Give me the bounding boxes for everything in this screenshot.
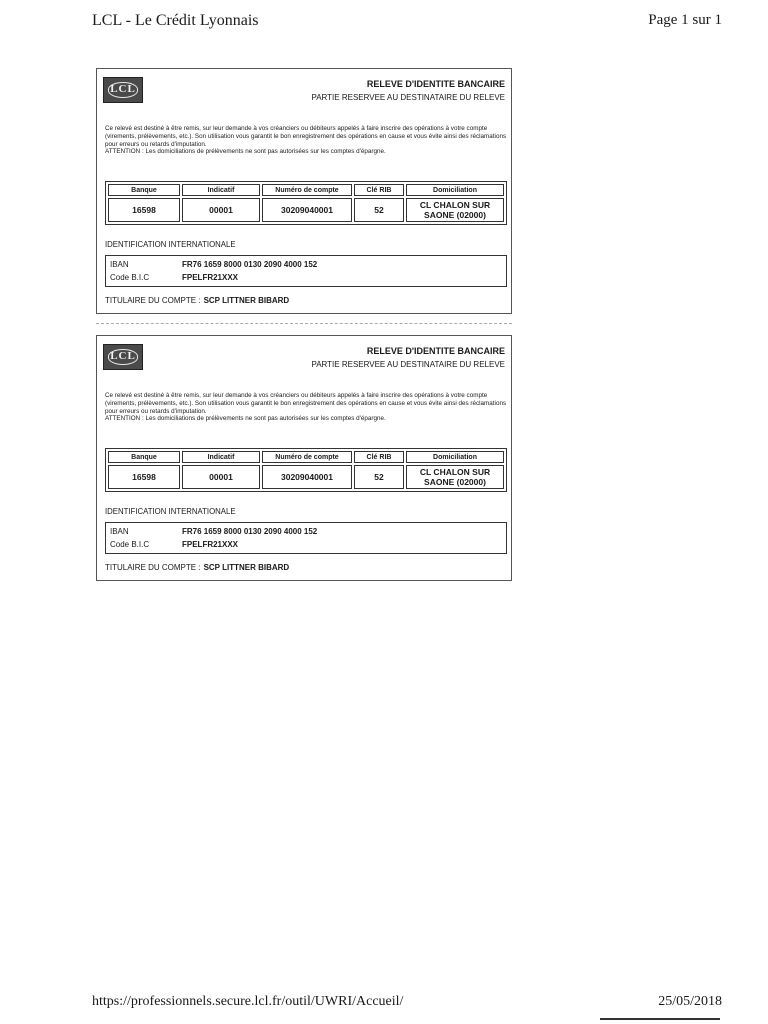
col-numero-compte: [262, 184, 352, 222]
col-header: Banque: [108, 451, 180, 463]
bic-value: FPELFR21XXX: [182, 540, 239, 549]
col-domiciliation: [406, 451, 504, 489]
card-intro: [105, 125, 507, 156]
holder-name: SCP LITTNER BIBARD: [203, 563, 290, 572]
card-subtitle: PARTIE RESERVEE AU DESTINATAIRE DU RELEVE: [311, 93, 505, 102]
logo-text: LCL: [110, 83, 136, 95]
col-header: Indicatif: [182, 184, 260, 196]
col-domiciliation: [406, 184, 504, 222]
card-title: RELEVE D'IDENTITE BANCAIRE: [366, 79, 505, 89]
print-title: LCL - Le Crédit Lyonnais: [92, 12, 259, 29]
holder-label: TITULAIRE DU COMPTE :: [105, 296, 201, 305]
col-banque: [108, 184, 180, 222]
iban-label: IBAN: [110, 527, 129, 536]
rib-table: [105, 181, 507, 225]
col-header: Numéro de compte: [262, 184, 352, 196]
lcl-logo: [103, 344, 143, 370]
col-header: Indicatif: [182, 451, 260, 463]
bic-label: Code B.I.C: [110, 273, 150, 282]
rib-card: [96, 68, 512, 314]
col-header: Numéro de compte: [262, 451, 352, 463]
card-intro: [105, 392, 507, 423]
col-value: CL CHALON SUR SAONE (02000): [406, 465, 504, 489]
logo-text: LCL: [110, 350, 136, 362]
col-value: 16598: [108, 465, 180, 489]
account-holder: [105, 296, 289, 305]
print-header: [92, 12, 722, 34]
holder-label: TITULAIRE DU COMPTE :: [105, 563, 201, 572]
lcl-logo: [103, 77, 143, 103]
print-footer: [92, 994, 722, 1014]
col-value: CL CHALON SUR SAONE (02000): [406, 198, 504, 222]
account-holder: [105, 563, 289, 572]
intl-box: [105, 255, 507, 287]
iban-label: IBAN: [110, 260, 129, 269]
iban-value: FR76 1659 8000 0130 2090 4000 152: [182, 260, 318, 269]
col-numero-compte: [262, 451, 352, 489]
intl-box: [105, 522, 507, 554]
page-number: Page 1 sur 1: [648, 12, 722, 28]
rib-table: [105, 448, 507, 492]
col-cle-rib: [354, 451, 404, 489]
col-value: 30209040001: [262, 465, 352, 489]
card-title: RELEVE D'IDENTITE BANCAIRE: [366, 346, 505, 356]
bottom-rule: [600, 1018, 720, 1020]
col-value: 52: [354, 198, 404, 222]
col-banque: [108, 451, 180, 489]
col-indicatif: [182, 184, 260, 222]
holder-name: SCP LITTNER BIBARD: [203, 296, 290, 305]
col-value: 30209040001: [262, 198, 352, 222]
col-header: Clé RIB: [354, 184, 404, 196]
attention-text: ATTENTION : Les domiciliations de prélèvements ne sont pas autorisées sur les comptes d'épargne.: [105, 415, 386, 423]
col-cle-rib: [354, 184, 404, 222]
attention-text: ATTENTION : Les domiciliations de prélèvements ne sont pas autorisées sur les comptes d'épargne.: [105, 148, 386, 156]
iban-value: FR76 1659 8000 0130 2090 4000 152: [182, 527, 318, 536]
rib-card: [96, 335, 512, 581]
intro-text: Ce relevé est destiné à être remis, sur leur demande à vos créanciers ou débiteurs appelés à faire inscrire des opérations à votre compte (virements, prélèvements, etc.). Son utilisation vous garantit le bon enregistrement des opérations en cause et vous évite ainsi des réclamations pour erreurs ou retards d'imputation.: [105, 125, 507, 148]
bic-value: FPELFR21XXX: [182, 273, 239, 282]
intl-label: IDENTIFICATION INTERNATIONALE: [105, 240, 236, 249]
col-header: Domiciliation: [406, 451, 504, 463]
col-header: Clé RIB: [354, 451, 404, 463]
page-url: https://professionnels.secure.lcl.fr/outil/UWRI/Accueil/: [92, 994, 404, 1009]
col-value: 52: [354, 465, 404, 489]
bic-label: Code B.I.C: [110, 540, 150, 549]
col-value: 16598: [108, 198, 180, 222]
col-header: Domiciliation: [406, 184, 504, 196]
card-subtitle: PARTIE RESERVEE AU DESTINATAIRE DU RELEVE: [311, 360, 505, 369]
intro-text: Ce relevé est destiné à être remis, sur leur demande à vos créanciers ou débiteurs appelés à faire inscrire des opérations à votre compte (virements, prélèvements, etc.). Son utilisation vous garantit le bon enregistrement des opérations en cause et vous évite ainsi des réclamations pour erreurs ou retards d'imputation.: [105, 392, 507, 415]
print-date: 25/05/2018: [658, 994, 722, 1009]
col-indicatif: [182, 451, 260, 489]
col-value: 00001: [182, 465, 260, 489]
cut-separator: [96, 323, 512, 324]
col-value: 00001: [182, 198, 260, 222]
intl-label: IDENTIFICATION INTERNATIONALE: [105, 507, 236, 516]
col-header: Banque: [108, 184, 180, 196]
